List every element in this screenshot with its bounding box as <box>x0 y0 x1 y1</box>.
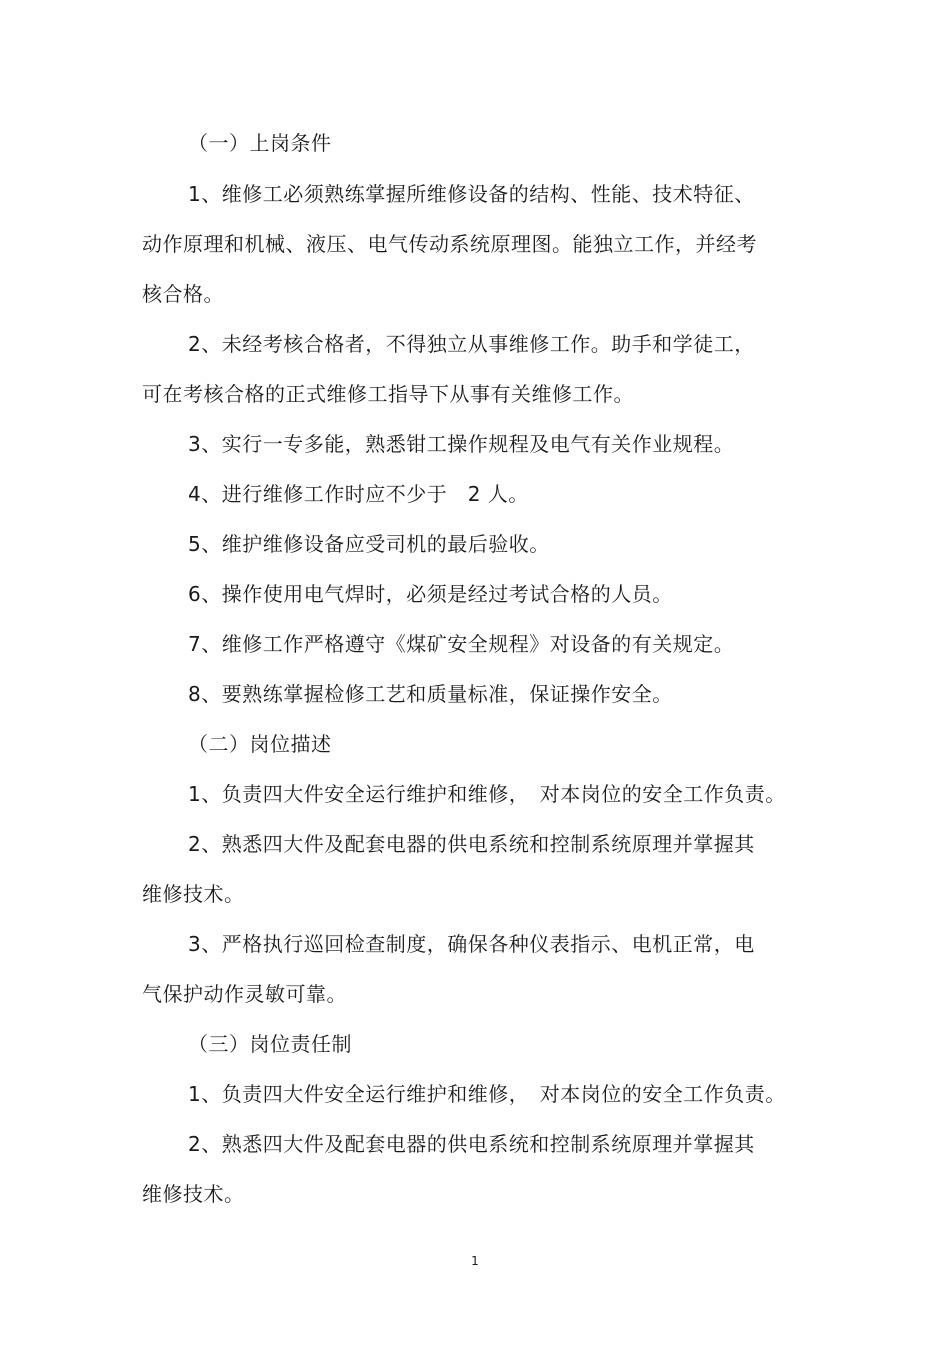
paragraph-line: 维修技术。 <box>142 882 245 906</box>
paragraph-line: 动作原理和机械、液压、电气传动系统原理图。能独立工作，并经考 <box>142 232 757 256</box>
paragraph-line: 核合格。 <box>142 282 224 306</box>
paragraph-line: 2、熟悉四大件及配套电器的供电系统和控制系统原理并掌握其 <box>188 1132 755 1156</box>
paragraph-line: 1、维修工必须熟练掌握所维修设备的结构、性能、技术特征、 <box>188 182 755 206</box>
section-heading-3: （三）岗位责任制 <box>188 1032 352 1056</box>
section-heading-1: （一）上岗条件 <box>188 131 332 155</box>
paragraph-line: 1、负责四大件安全运行维护和维修， 对本岗位的安全工作负责。 <box>188 782 786 806</box>
paragraph-line: 3、严格执行巡回检查制度，确保各种仪表指示、电机正常，电 <box>188 932 755 956</box>
paragraph-line: 7、维修工作严格遵守《煤矿安全规程》对设备的有关规定。 <box>188 632 735 656</box>
paragraph-line: 3、实行一专多能，熟悉钳工操作规程及电气有关作业规程。 <box>188 432 735 456</box>
paragraph-line: 1、负责四大件安全运行维护和维修， 对本岗位的安全工作负责。 <box>188 1082 786 1106</box>
paragraph-line: 4、进行维修工作时应不少于 2 人。 <box>188 482 529 506</box>
paragraph-line: 维修技术。 <box>142 1182 245 1206</box>
paragraph-line: 5、维护维修设备应受司机的最后验收。 <box>188 532 550 556</box>
section-heading-2: （二）岗位描述 <box>188 732 332 756</box>
paragraph-line: 气保护动作灵敏可靠。 <box>142 982 347 1006</box>
paragraph-line: 2、熟悉四大件及配套电器的供电系统和控制系统原理并掌握其 <box>188 832 755 856</box>
paragraph-line: 8、要熟练掌握检修工艺和质量标准，保证操作安全。 <box>188 682 673 706</box>
paragraph-line: 2、未经考核合格者，不得独立从事维修工作。助手和学徒工， <box>188 332 755 356</box>
paragraph-line: 6、操作使用电气焊时，必须是经过考试合格的人员。 <box>188 582 673 606</box>
page-number: 1 <box>471 1254 479 1268</box>
paragraph-line: 可在考核合格的正式维修工指导下从事有关维修工作。 <box>142 382 634 406</box>
